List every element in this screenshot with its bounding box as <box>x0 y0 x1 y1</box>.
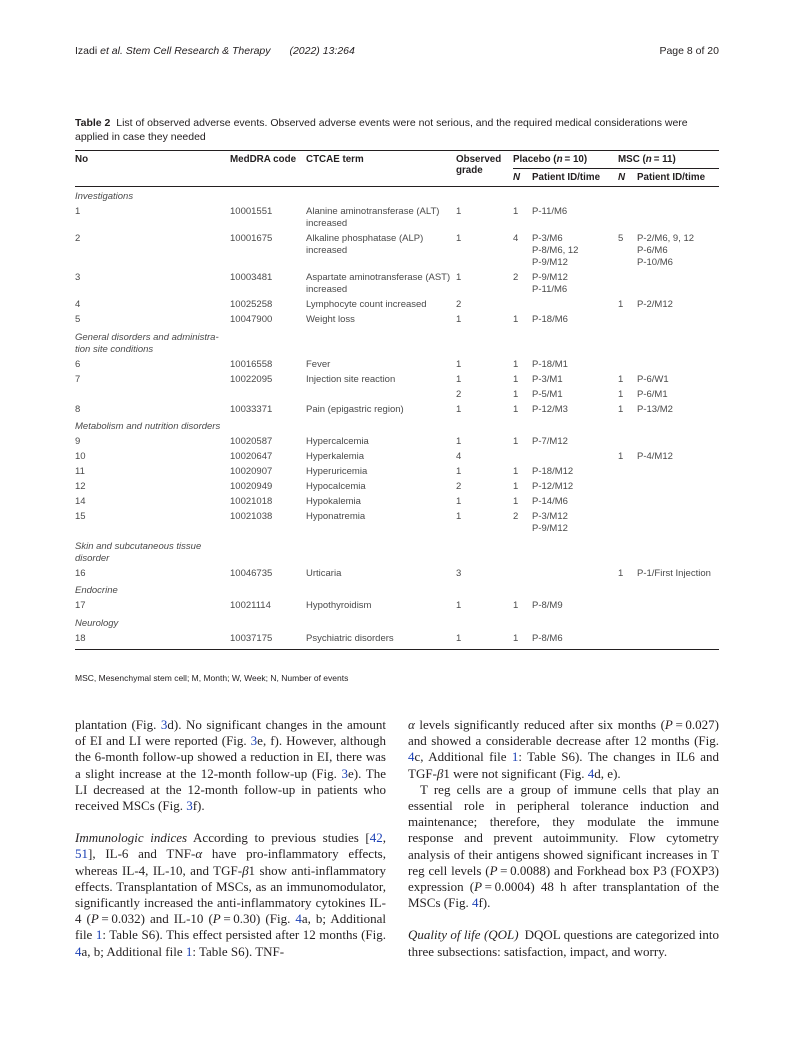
cell-placebo-patient: P-18/M6 <box>532 314 568 325</box>
body-column-right <box>408 717 719 960</box>
paragraph-treg: T reg cells are a group of immune cells that play an essential role in peripheral tolerance induction and maintenance; therefore, they modulate the immune response and prevent autoimmunity. Flow cytometry analysis of their antigens showed significant increases in T reg cell levels (P = 0.0088) and Forkhead box P3 (FOXP3) expression (P = 0.0004) 48 h after transplantation of the MSCs (Fig. 4f). <box>408 781 720 911</box>
cell-no: 4 <box>75 299 81 310</box>
cell-msc-n <box>618 599 637 614</box>
empty-cell <box>230 328 306 358</box>
cell-ctcae-term: Weight loss <box>306 314 355 325</box>
col-header-code: MedDRA code <box>230 151 306 187</box>
empty-cell <box>306 537 456 567</box>
cell-msc-n <box>618 271 637 298</box>
page-number: Page 8 of 20 <box>659 45 719 57</box>
cell-placebo-n: 1 <box>513 600 519 611</box>
cell-ctcae-term: Hyperkalemia <box>306 451 365 462</box>
empty-cell <box>637 614 719 632</box>
cell-placebo-n: 4 <box>513 233 519 244</box>
cell-placebo-patient: P-7/M12 <box>532 436 568 447</box>
cell-grade: 4 <box>456 451 462 462</box>
empty-cell <box>637 537 719 567</box>
cell-msc-n <box>618 495 637 510</box>
cell-msc-n: 1 <box>618 299 624 310</box>
cell-grade: 1 <box>456 206 462 217</box>
cell-msc-patient: P-2/M12 <box>637 299 673 310</box>
journal-name: Stem Cell Research & Therapy <box>125 45 271 57</box>
cell-msc-n <box>618 313 637 328</box>
cell-no: 11 <box>75 466 85 477</box>
cell-no: 2 <box>75 233 81 244</box>
col-header-placebo-pid: Patient ID/time <box>532 169 618 187</box>
paragraph: α levels significantly reduced after six months (P = 0.027) and showed a considerable decrease after 12 months (Fig. 4c, Additional file 1: Table S6). The changes in IL6 and TGF-β1 were not significant (Fig. 4d, e). <box>408 717 719 781</box>
cell-placebo-patient: P-3/M6 P-8/M6, 12 P-9/M12 <box>532 233 579 268</box>
cell-msc-n: 1 <box>618 388 624 400</box>
empty-cell <box>532 328 618 358</box>
msc-label: MSC (n = 11) <box>618 154 676 165</box>
table-row <box>75 435 719 450</box>
cell-no: 3 <box>75 272 81 283</box>
citation: (2022) 13:264 <box>289 45 355 57</box>
cell-placebo-n <box>513 566 532 581</box>
cell-meddra-code: 10020949 <box>230 481 273 492</box>
table-row <box>75 465 719 480</box>
empty-cell <box>456 581 513 599</box>
empty-cell <box>618 581 637 599</box>
cell-placebo-n: 1 <box>513 373 519 385</box>
cell-grade: 2 <box>456 481 462 492</box>
empty-cell <box>456 614 513 632</box>
cell-placebo-patient <box>532 566 618 581</box>
cell-msc-n: 1 <box>618 451 624 462</box>
cell-msc-patient <box>637 480 719 495</box>
cell-grade: 2 <box>456 299 462 310</box>
paragraph-immunologic <box>75 830 386 960</box>
cell-placebo-patient: P-8/M6 <box>532 631 618 649</box>
cell-placebo-n: 1 <box>513 403 519 415</box>
empty-cell <box>513 417 532 435</box>
cell-msc-patient: P-2/M6, 9, 12 P-6/M6 P-10/M6 <box>637 233 695 268</box>
cell-placebo-patient: P-3/M1 <box>532 373 563 385</box>
cell-placebo-patient <box>532 298 618 313</box>
table-row <box>75 402 719 417</box>
figure-link[interactable]: 4 <box>75 943 82 959</box>
table-row <box>75 510 719 537</box>
table-row <box>75 450 719 465</box>
cell-placebo-n: 1 <box>513 358 519 370</box>
cell-grade: 1 <box>456 233 462 244</box>
cell-meddra-code: 10001675 <box>230 233 273 244</box>
cell-grade: 1 <box>456 466 462 477</box>
table-row <box>75 357 719 372</box>
cell-msc-patient <box>637 510 719 537</box>
empty-cell <box>618 187 637 205</box>
empty-cell <box>618 417 637 435</box>
cell-meddra-code: 10025258 <box>230 299 273 310</box>
empty-cell <box>306 581 456 599</box>
empty-cell <box>230 581 306 599</box>
cell-placebo-patient: P-9/M12 P-11/M6 <box>532 272 568 295</box>
cell-placebo-patient <box>532 450 618 465</box>
cell-placebo-patient: P-3/M12 P-9/M12 <box>532 511 568 534</box>
cell-grade: 1 <box>456 314 462 325</box>
cell-grade: 1 <box>456 436 462 447</box>
table-row <box>75 298 719 313</box>
cell-placebo-n: 1 <box>513 466 519 477</box>
cell-no: 9 <box>75 436 81 447</box>
figure-link[interactable]: 3 <box>341 765 349 781</box>
supplement-link[interactable]: 1 <box>511 749 519 765</box>
cell-grade: 3 <box>456 567 462 579</box>
cell-msc-patient <box>637 465 719 480</box>
cell-msc-patient <box>637 435 719 450</box>
reference-link[interactable]: 51 <box>75 846 88 862</box>
empty-cell <box>306 417 456 435</box>
cell-msc-patient: P-4/M12 <box>637 451 673 462</box>
col-header-grade: Observed grade <box>456 151 513 187</box>
section-heading: Endocrine <box>75 585 118 596</box>
empty-cell <box>513 537 532 567</box>
cell-msc-n <box>618 480 637 495</box>
empty-cell <box>532 581 618 599</box>
cell-msc-n: 1 <box>618 373 624 385</box>
table-row <box>75 372 719 387</box>
table-row <box>75 387 719 402</box>
cell-meddra-code: 10001551 <box>230 206 273 217</box>
section-heading: Metabolism and nutrition disorders <box>75 421 221 432</box>
cell-ctcae-term: Hypocalcemia <box>306 481 366 492</box>
cell-msc-patient: P-1/First Injection <box>637 567 711 579</box>
cell-msc-patient <box>637 495 719 510</box>
empty-cell <box>513 581 532 599</box>
empty-cell <box>230 417 306 435</box>
col-header-msc-n: N <box>618 169 637 187</box>
cell-msc-patient: P-6/M1 <box>637 388 668 400</box>
cell-grade: 2 <box>456 388 462 400</box>
empty-cell <box>637 187 719 205</box>
col-header-placebo-n: N <box>513 169 532 187</box>
cell-msc-n <box>618 357 637 372</box>
col-header-msc-pid: Patient ID/time <box>637 169 719 187</box>
cell-meddra-code: 10046735 <box>230 567 273 579</box>
paragraph-text: According to previous studies [42, 51], IL-6 and TNF-α have pro-inflammatory effects, whereas IL-4, IL-10, and TGF-β1 show anti-inflammatory effects. Transplantation of MSCs, as an immunomodulator, significantly increased the anti-inflammatory cytokines IL-4 (P = 0.032) and IL-10 (P = 0.30) (Fig. 4a, b; Additional file 1: Table S6). This effect persisted after 12 months (Fig. 4a, b; Additional file 1: Table S6). TNF- <box>75 830 386 959</box>
cell-placebo-n: 1 <box>513 496 519 507</box>
cell-msc-n: 1 <box>618 403 624 415</box>
table-body <box>75 187 719 650</box>
cell-meddra-code: 10021114 <box>230 600 271 611</box>
cell-placebo-n: 1 <box>513 388 519 400</box>
cell-meddra-code: 10020907 <box>230 466 273 477</box>
empty-cell <box>637 328 719 358</box>
table-row <box>75 566 719 581</box>
cell-ctcae-term: Psychiatric disorders <box>306 631 456 649</box>
cell-msc-patient <box>637 599 719 614</box>
body-column-left <box>75 717 386 960</box>
cell-msc-patient: P-13/M2 <box>637 403 673 415</box>
cell-ctcae-term: Hyponatremia <box>306 511 366 522</box>
cell-ctcae-term: Fever <box>306 358 331 370</box>
empty-cell <box>618 537 637 567</box>
table-row <box>75 495 719 510</box>
cell-placebo-patient: P-11/M6 <box>532 206 568 217</box>
section-heading: Skin and subcutaneous tissue disorder <box>75 540 202 564</box>
table-row <box>75 480 719 495</box>
empty-cell <box>306 614 456 632</box>
figure-link[interactable]: 4 <box>471 895 479 911</box>
cell-placebo-n: 1 <box>513 436 519 447</box>
empty-cell <box>532 614 618 632</box>
cell-no <box>75 387 230 402</box>
figure-link[interactable]: 3 <box>250 733 258 749</box>
cell-ctcae-term <box>306 387 456 402</box>
cell-placebo-n: 2 <box>513 272 519 283</box>
cell-meddra-code: 10033371 <box>230 403 273 415</box>
table-caption <box>75 116 719 144</box>
etal: et al. <box>100 45 123 57</box>
cell-placebo-n <box>513 450 532 465</box>
figure-link[interactable]: 4 <box>295 911 302 927</box>
cell-no: 7 <box>75 373 81 385</box>
cell-ctcae-term: Aspartate aminotransferase (AST) increased <box>306 272 451 295</box>
table-section-row <box>75 328 719 358</box>
placebo-label: Placebo (n = 10) <box>513 154 588 165</box>
empty-cell <box>513 328 532 358</box>
cell-ctcae-term: Hypothyroidism <box>306 600 372 611</box>
cell-no: 17 <box>75 600 86 611</box>
cell-meddra-code: 10021018 <box>230 496 273 507</box>
empty-cell <box>230 614 306 632</box>
table-row <box>75 631 719 649</box>
cell-placebo-n: 1 <box>513 631 532 649</box>
cell-no: 6 <box>75 358 81 370</box>
citation-header <box>75 45 355 57</box>
table-section-row <box>75 187 719 205</box>
cell-meddra-code <box>230 387 306 402</box>
cell-msc-patient <box>637 357 719 372</box>
cell-msc-patient <box>637 313 719 328</box>
cell-placebo-n: 1 <box>513 314 519 325</box>
author: Izadi <box>75 45 98 57</box>
cell-no: 8 <box>75 403 81 415</box>
reference-link[interactable]: 42 <box>369 830 383 846</box>
paragraph-qol <box>408 927 719 959</box>
col-header-term: CTCAE term <box>306 151 456 187</box>
paragraph: plantation (Fig. 3d). No significant changes in the amount of EI and LI were reported (Fig. 3e, f). However, although the 6-month follow-up showed a reduction in EI, there was a slight increase at the 12-month follow-up (Fig. 3e). The LI decreased at the 12-month follow-up in patients who received MSCs (Fig. 3f). <box>75 717 386 814</box>
empty-cell <box>618 614 637 632</box>
cell-placebo-patient: P-18/M12 <box>532 466 574 477</box>
figure-link[interactable]: 4 <box>587 765 595 781</box>
cell-meddra-code: 10016558 <box>230 358 273 370</box>
supplement-link[interactable]: 1 <box>95 927 103 943</box>
cell-no: 16 <box>75 567 86 579</box>
cell-placebo-patient: P-18/M1 <box>532 358 568 370</box>
figure-link[interactable]: 3 <box>186 798 193 814</box>
paragraph-heading: Quality of life (QOL) <box>408 927 519 943</box>
cell-grade: 1 <box>456 631 513 649</box>
cell-no: 12 <box>75 481 86 492</box>
cell-placebo-n: 1 <box>513 206 519 217</box>
cell-no: 10 <box>75 451 86 462</box>
cell-ctcae-term: Hypokalemia <box>306 496 361 507</box>
cell-grade: 1 <box>456 358 462 370</box>
cell-no: 18 <box>75 631 230 649</box>
cell-placebo-patient: P-5/M1 <box>532 388 563 400</box>
cell-msc-n <box>618 435 637 450</box>
table-section-row <box>75 417 719 435</box>
table-section-row <box>75 614 719 632</box>
empty-cell <box>306 187 456 205</box>
cell-placebo-patient: P-12/M3 <box>532 403 568 415</box>
empty-cell <box>637 581 719 599</box>
table-row <box>75 599 719 614</box>
empty-cell <box>532 537 618 567</box>
table-row <box>75 271 719 298</box>
cell-msc-n <box>618 631 637 649</box>
table-label: Table 2 <box>75 117 111 129</box>
cell-meddra-code: 10022095 <box>230 373 273 385</box>
section-heading: General disorders and administra-tion site conditions <box>75 331 219 355</box>
cell-ctcae-term: Alanine aminotransferase (ALT) increased <box>306 206 440 229</box>
cell-msc-n <box>618 465 637 480</box>
cell-ctcae-term: Pain (epigastric region) <box>306 403 404 415</box>
empty-cell <box>532 417 618 435</box>
cell-no: 15 <box>75 511 86 522</box>
cell-no: 14 <box>75 496 86 507</box>
cell-placebo-n: 1 <box>513 481 519 492</box>
cell-meddra-code: 10020647 <box>230 451 273 462</box>
empty-cell <box>456 187 513 205</box>
table-row <box>75 232 719 271</box>
empty-cell <box>456 537 513 567</box>
col-header-msc <box>618 151 719 169</box>
cell-grade: 1 <box>456 373 462 385</box>
empty-cell <box>637 417 719 435</box>
adverse-events-table <box>75 150 719 650</box>
cell-ctcae-term: Hyperuricemia <box>306 466 368 477</box>
cell-placebo-n <box>513 298 532 313</box>
figure-link[interactable]: 4 <box>408 749 415 765</box>
col-header-placebo <box>513 151 618 169</box>
running-head <box>75 45 719 59</box>
table-caption-text: List of observed adverse events. Observed adverse events were not serious, and the required medical considerations were applied in case they needed <box>75 117 688 143</box>
empty-cell <box>456 417 513 435</box>
table-section-row <box>75 581 719 599</box>
cell-meddra-code: 10021038 <box>230 511 273 522</box>
cell-msc-n: 1 <box>618 567 624 579</box>
empty-cell <box>306 328 456 358</box>
empty-cell <box>513 187 532 205</box>
table-row <box>75 313 719 328</box>
cell-placebo-patient: P-8/M9 <box>532 600 563 611</box>
cell-ctcae-term: Alkaline phosphatase (ALP) increased <box>306 233 424 256</box>
cell-grade: 1 <box>456 600 462 611</box>
section-heading: Neurology <box>75 617 119 629</box>
cell-ctcae-term: Injection site reaction <box>306 373 396 385</box>
cell-msc-n: 5 <box>618 233 624 244</box>
cell-no: 1 <box>75 206 81 217</box>
cell-msc-patient <box>637 205 719 232</box>
empty-cell <box>230 537 306 567</box>
cell-msc-patient <box>637 631 719 649</box>
empty-cell <box>532 187 618 205</box>
table-footnote: MSC, Mesenchymal stem cell; M, Month; W, Week; N, Number of events <box>75 673 349 683</box>
cell-ctcae-term: Hypercalcemia <box>306 436 369 447</box>
table-row <box>75 205 719 232</box>
cell-meddra-code: 10020587 <box>230 436 273 447</box>
cell-no: 5 <box>75 314 81 325</box>
table-section-row <box>75 537 719 567</box>
cell-placebo-patient: P-12/M12 <box>532 481 574 492</box>
cell-grade: 1 <box>456 511 462 522</box>
cell-grade: 1 <box>456 496 462 507</box>
col-header-no: No <box>75 151 230 187</box>
cell-ctcae-term: Urticaria <box>306 567 342 579</box>
figure-link[interactable]: 3 <box>160 717 168 732</box>
paragraph-heading: Immunologic indices <box>75 830 188 846</box>
cell-grade: 1 <box>456 272 462 283</box>
empty-cell <box>230 187 306 205</box>
cell-msc-patient <box>637 271 719 298</box>
cell-meddra-code: 10037175 <box>230 631 306 649</box>
cell-ctcae-term: Lymphocyte count increased <box>306 299 427 310</box>
paragraph-text: DQOL questions are categorized into three subsections: satisfaction, impact, and worry. <box>408 927 719 959</box>
empty-cell <box>513 614 532 632</box>
empty-cell <box>618 328 637 358</box>
cell-msc-patient: P-6/W1 <box>637 373 669 385</box>
cell-grade: 1 <box>456 403 462 415</box>
cell-meddra-code: 10003481 <box>230 272 273 283</box>
supplement-link[interactable]: 1 <box>185 943 193 959</box>
section-heading: Investigations <box>75 191 134 202</box>
cell-placebo-patient: P-14/M6 <box>532 496 568 507</box>
cell-msc-n <box>618 205 637 232</box>
cell-msc-n <box>618 510 637 537</box>
cell-meddra-code: 10047900 <box>230 314 273 325</box>
empty-cell <box>456 328 513 358</box>
cell-placebo-n: 2 <box>513 511 519 522</box>
